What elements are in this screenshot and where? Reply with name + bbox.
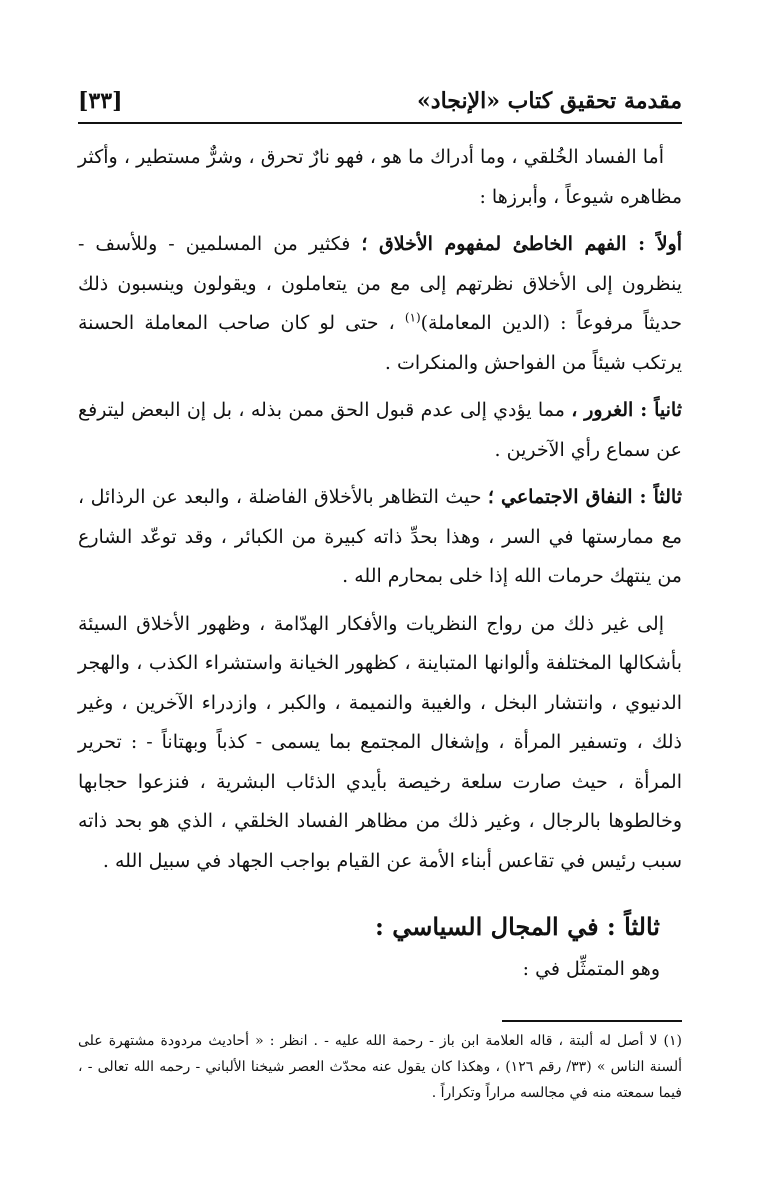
running-title: مقدمة تحقيق كتاب «الإنجاد» xyxy=(417,88,682,114)
footnote: (١) لا أصل له ألبتة ، قاله العلامة ابن باز - رحمة الله عليه - . انظر : « أحاديث مردودة مشتهرة على ألسنة الناس » (٣٣/ رقم ١٢٦) ، وهكذا كان يقول عنه محدّث العصر شيخنا الألباني - رحمه الله تعالى - ، فيما سمعته منه في مجالسه مراراً وتكراراً . xyxy=(78,1033,682,1101)
first-point-text-cont: ، حتى لو كان صاحب المعاملة الحسنة يرتكب شيئاً من الفواحش والمنكرات . xyxy=(78,312,682,374)
paragraph-intro: أما الفساد الخُلقي ، وما أدراك ما هو ، فهو نارٌ تحرق ، وشرٌّ مستطير ، وأكثر مظاهره شيوعاً ، وأبرزها : xyxy=(78,146,682,208)
second-point-text: مما يؤدي إلى عدم قبول الحق ممن بذله ، بل إن البعض ليترفع عن سماع رأي الآخرين . xyxy=(78,399,682,461)
section-subheading: وهو المتمثِّل في : xyxy=(522,958,660,980)
footnote-ref[interactable]: (١) xyxy=(404,310,421,325)
page-header xyxy=(78,78,682,124)
page-number: [٣٣] xyxy=(78,88,123,114)
section-heading: ثالثاً : في المجال السياسي : xyxy=(375,912,660,941)
paragraph-second-point xyxy=(78,391,682,470)
first-point-label: أولاً : الفهم الخاطئ لمفهوم الأخلاق ؛ xyxy=(361,233,682,255)
paragraph-conclusion: إلى غير ذلك من رواج النظريات والأفكار الهدّامة ، وظهور الأخلاق السيئة بأشكالها المختلفة وألوانها المتباينة ، كظهور الخيانة واستشراء الكذب ، والهجر الدنيوي ، وانتشار البخل ، والغيبة والنميمة ، والكبر ، وازدراء الآخرين ، وغير ذلك ، وتسفير المرأة ، وإشغال المجتمع بما يسمى - كذباً وبهتاناً - : تحرير المرأة ، حيث صارت سلعة رخيصة بأيدي الذئاب البشرية ، فنزعوا حجابها وخالطوها بالرجال ، وغير ذلك من مظاهر الفساد الخلقي ، الذي هو بحد ذاته سبب رئيس في تقاعس أبناء الأمة عن القيام بواجب الجهاد في سبيل الله . xyxy=(78,612,682,872)
third-point-text: حيث التظاهر بالأخلاق الفاضلة ، والبعد عن الرذائل ، مع ممارستها في السر ، وهذا بحدِّ ذاته كبيرة من الكبائر ، وقد توعّد الشارع من ينتهك حرمات الله إذا خلى بمحارم الله . xyxy=(78,486,682,587)
paragraph-first-point xyxy=(78,225,682,383)
third-point-label: ثالثاً : النفاق الاجتماعي ؛ xyxy=(487,486,682,508)
second-point-label: ثانياً : الغرور ، xyxy=(571,399,683,421)
first-point-text: فكثير من المسلمين - وللأسف - ينظرون إلى الأخلاق نظرتهم إلى مع من يتعاملون ، ويقولون وينسبون ذلك حديثاً مرفوعاً : (الدين المعاملة) xyxy=(78,233,682,334)
main-text xyxy=(78,138,682,889)
footnote-divider xyxy=(502,1020,682,1022)
paragraph-third-point xyxy=(78,478,682,597)
